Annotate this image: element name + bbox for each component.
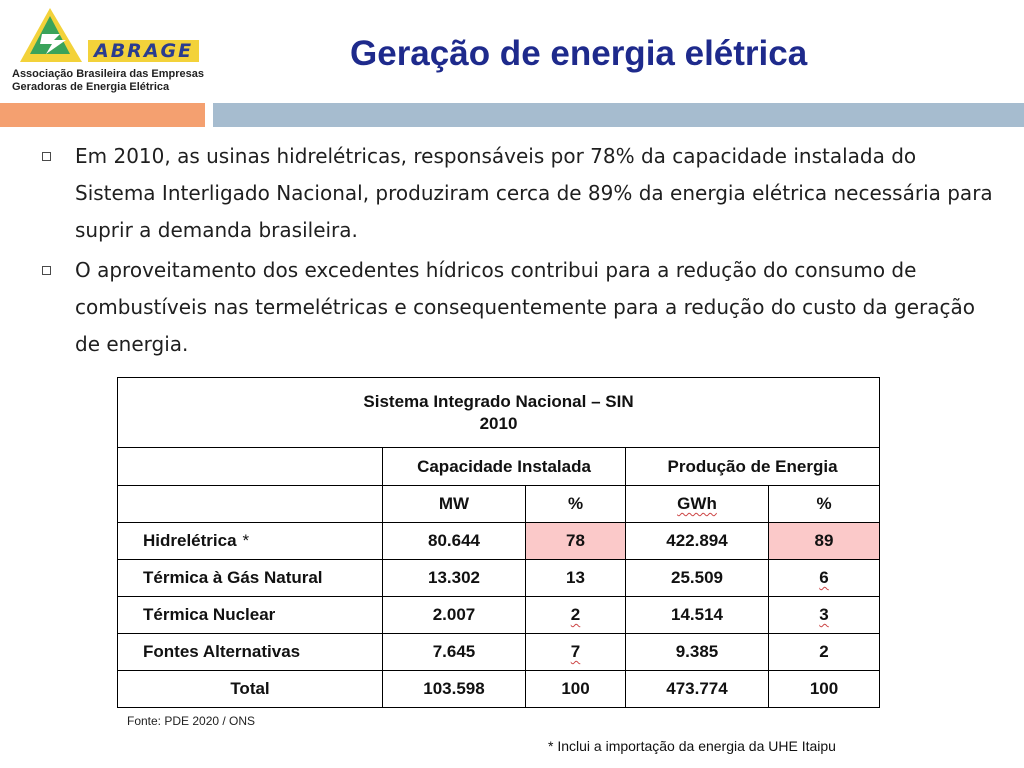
row-label: Fontes Alternativas (118, 634, 383, 671)
row-label-text: Hidrelétrica (143, 531, 237, 550)
table-title-line1: Sistema Integrado Nacional – SIN (363, 391, 634, 411)
cell-gwh: 14.514 (626, 597, 769, 634)
footnote: * Inclui a importação da energia da UHE Itaipu (548, 738, 836, 754)
cell-pct-capacity-text: 7 (570, 642, 581, 661)
bullet-text: O aproveitamento dos excedentes hídricos contribui para a redução do consumo de combustíveis nas termelétricas e consequentemente para a redução do custo da geração de energia. (75, 258, 975, 356)
logo-subtitle-line2: Geradoras de Energia Elétrica (12, 81, 170, 93)
empty-cell (118, 486, 383, 523)
source-note: Fonte: PDE 2020 / ONS (127, 714, 256, 728)
table-unit-row (118, 486, 880, 523)
cell-mw: 13.302 (383, 560, 526, 597)
data-table (117, 377, 880, 708)
bullet-list (40, 138, 1000, 366)
group-header-production: Produção de Energia (626, 448, 880, 486)
logo-wordmark: ABRAGE (88, 40, 199, 62)
row-label: Térmica à Gás Natural (118, 560, 383, 597)
abrage-logo (10, 6, 210, 98)
cell-pct-capacity-highlighted: 78 (526, 523, 626, 560)
unit-pct-capacity: % (526, 486, 626, 523)
cell-mw: 80.644 (383, 523, 526, 560)
unit-mw: MW (383, 486, 526, 523)
square-bullet-icon (42, 152, 51, 161)
cell-pct-capacity (526, 597, 626, 634)
row-label: Térmica Nuclear (118, 597, 383, 634)
asterisk-marker: * (242, 531, 250, 550)
cell-pct-production: 2 (769, 634, 880, 671)
unit-gwh (626, 486, 769, 523)
cell-mw: 103.598 (383, 671, 526, 708)
cell-pct-capacity (526, 634, 626, 671)
cell-gwh: 473.774 (626, 671, 769, 708)
square-bullet-icon (42, 266, 51, 275)
abrage-logo-mark-icon (20, 6, 90, 66)
cell-gwh: 25.509 (626, 560, 769, 597)
cell-pct-production-highlighted: 89 (769, 523, 880, 560)
cell-pct-production: 100 (769, 671, 880, 708)
cell-gwh: 9.385 (626, 634, 769, 671)
table-title (118, 378, 880, 448)
cell-pct-production (769, 597, 880, 634)
sin-table (117, 377, 879, 708)
bullet-item (40, 252, 1000, 363)
cell-mw: 7.645 (383, 634, 526, 671)
table-row (118, 523, 880, 560)
bullet-item (40, 138, 1000, 249)
table-title-line2: 2010 (479, 413, 518, 433)
cell-mw: 2.007 (383, 597, 526, 634)
row-label-total: Total (118, 671, 383, 708)
cell-pct-capacity-text: 2 (570, 605, 581, 624)
cell-pct-production-text: 3 (819, 605, 829, 624)
logo-subtitle-line1: Associação Brasileira das Empresas (12, 68, 205, 80)
cell-gwh: 422.894 (626, 523, 769, 560)
row-label (118, 523, 383, 560)
group-header-capacity: Capacidade Instalada (383, 448, 626, 486)
table-group-header-row (118, 448, 880, 486)
cell-pct-capacity: 100 (526, 671, 626, 708)
logo-subtitle (12, 68, 204, 94)
slide-title: Geração de energia elétrica (350, 34, 808, 73)
table-row (118, 597, 880, 634)
table-row (118, 634, 880, 671)
header-bar-orange (0, 103, 205, 127)
unit-gwh-text: GWh (677, 494, 717, 513)
cell-pct-production (769, 560, 880, 597)
empty-cell (118, 448, 383, 486)
cell-pct-production-text: 6 (819, 568, 829, 587)
table-title-row (118, 378, 880, 448)
table-row (118, 560, 880, 597)
unit-pct-production: % (769, 486, 880, 523)
header-bar-blue (213, 103, 1024, 127)
bullet-text: Em 2010, as usinas hidrelétricas, responsáveis por 78% da capacidade instalada do Sistema Interligado Nacional, produziram cerca de 89% da energia elétrica necessária para suprir a demanda brasileira. (75, 144, 993, 242)
table-total-row (118, 671, 880, 708)
cell-pct-capacity: 13 (526, 560, 626, 597)
